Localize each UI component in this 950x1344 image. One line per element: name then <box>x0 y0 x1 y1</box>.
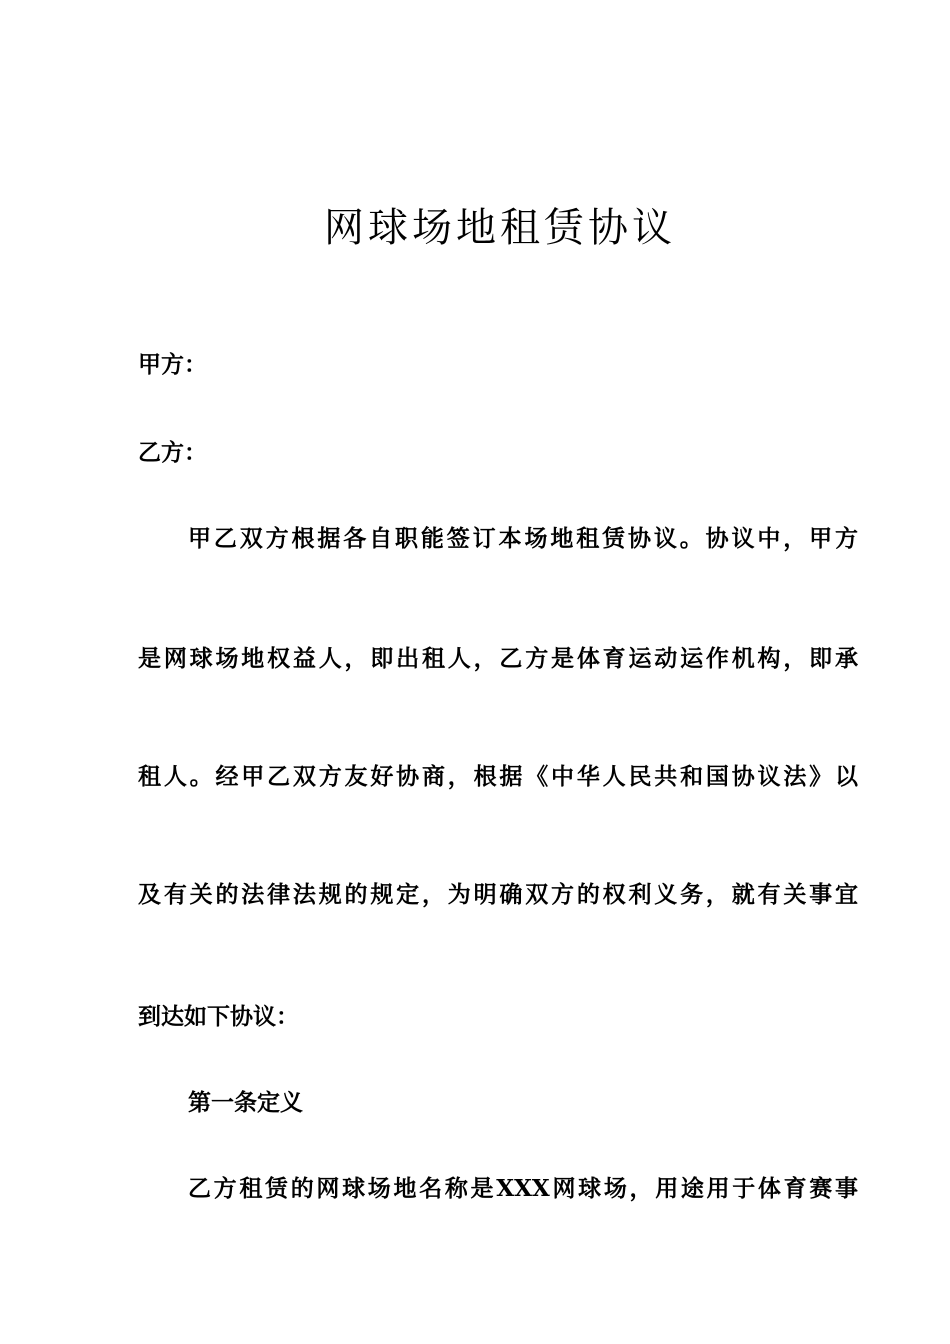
party-a-label: 甲方： <box>138 351 207 378</box>
party-b-label: 乙方： <box>138 439 207 466</box>
intro-line-5: 到达如下协议： <box>138 1003 299 1030</box>
intro-line-3: 租人。经甲乙双方友好协商，根据《中华人民共和国协议法》以 <box>138 763 858 790</box>
document-title: 网球场地租赁协议 <box>324 205 676 251</box>
article-1-heading: 第一条定义 <box>188 1089 303 1116</box>
intro-line-1: 甲乙双方根据各自职能签订本场地租赁协议。协议中，甲方 <box>188 525 858 552</box>
intro-line-2: 是网球场地权益人，即出租人，乙方是体育运动运作机构，即承 <box>138 645 858 672</box>
intro-line-4: 及有关的法律法规的规定，为明确双方的权利义务，就有关事宜 <box>138 881 858 908</box>
article-1-text: 乙方租赁的网球场地名称是XXX网球场，用途用于体育赛事 <box>188 1175 858 1202</box>
